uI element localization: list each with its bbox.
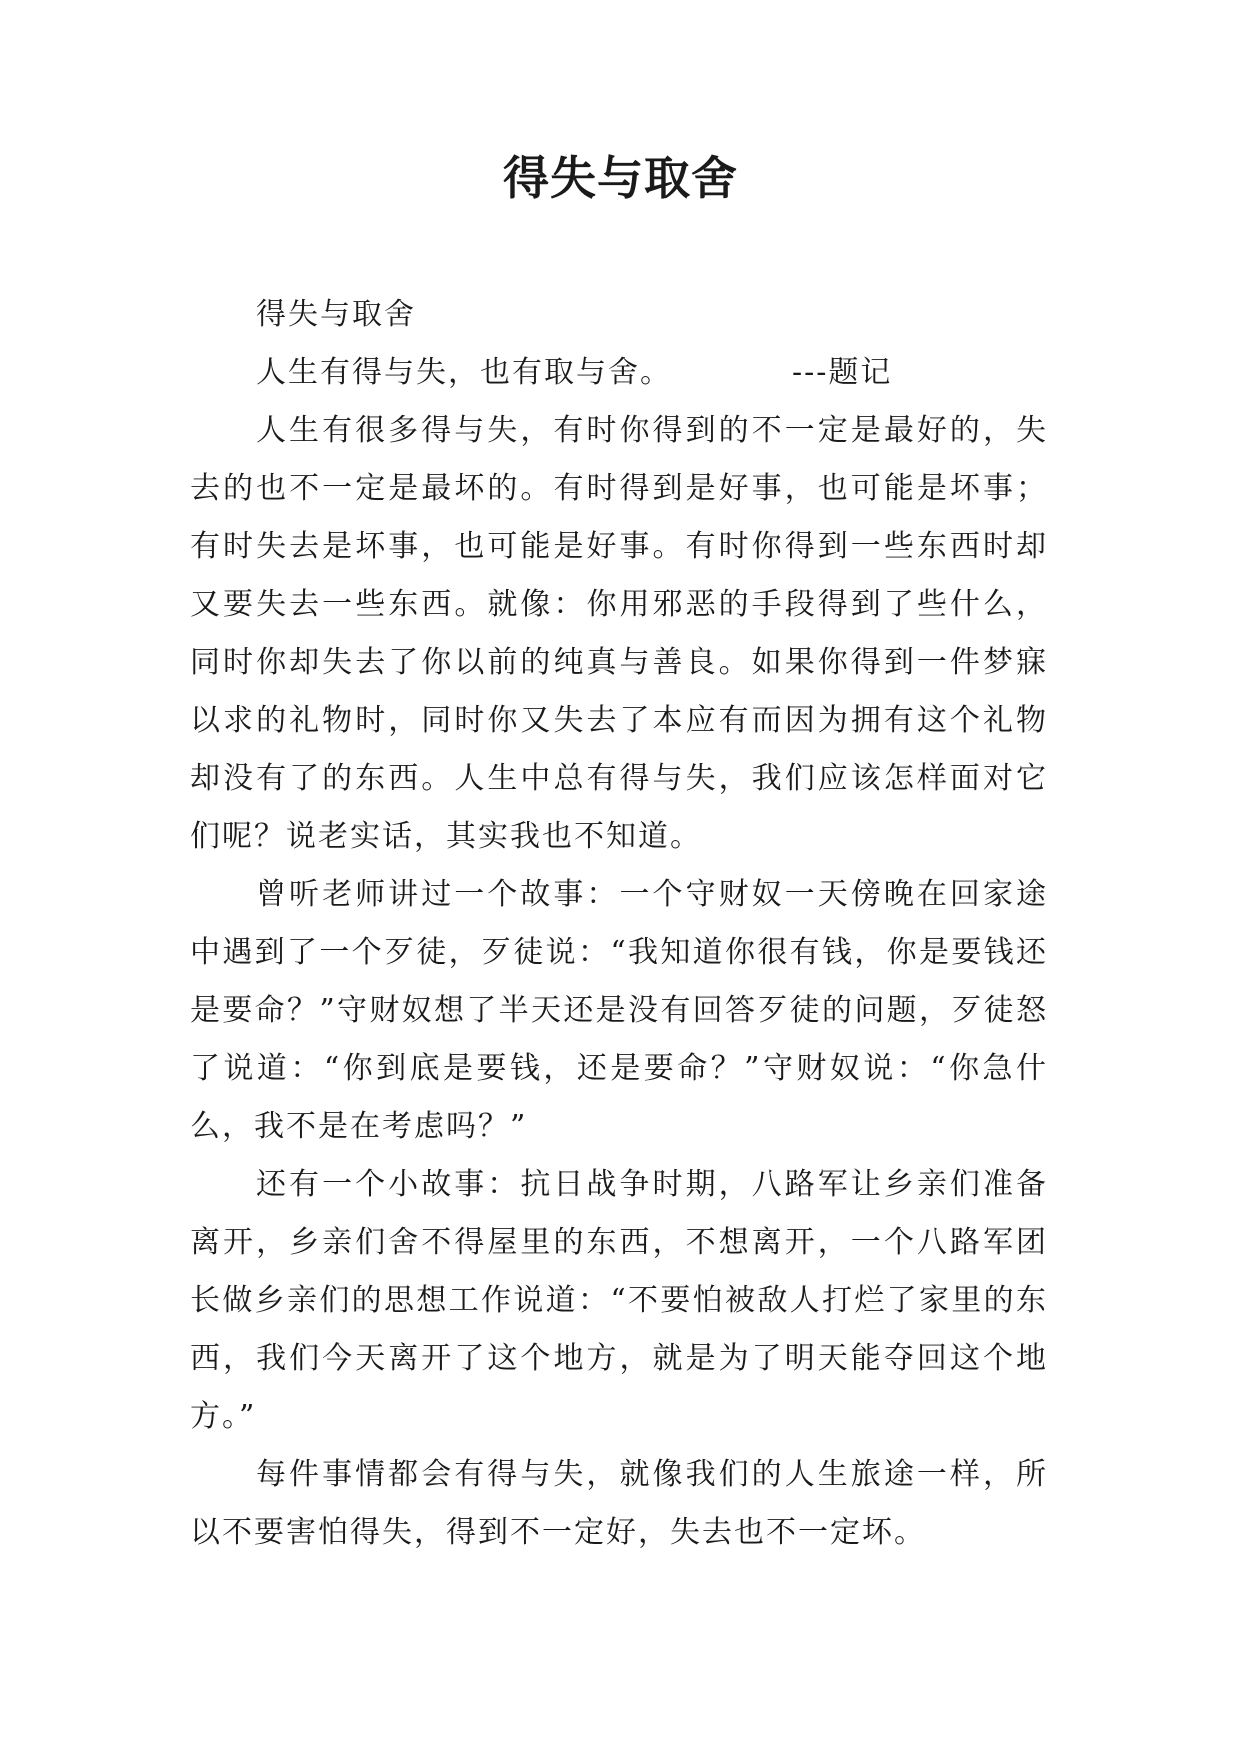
paragraph-2: 曾听老师讲过一个故事：一个守财奴一天傍晚在回家途中遇到了一个歹徒，歹徒说：“我知道你很有钱，你是要钱还是要命？”守财奴想了半天还是没有回答歹徒的问题，歹徒怒了说道：“你到底是要钱，还是要命？”守财奴说：“你急什么，我不是在考虑吗？” [190, 877, 1048, 1144]
subtitle-line: 得失与取舍 [256, 297, 416, 332]
paragraph-4: 每件事情都会有得与失，就像我们的人生旅途一样，所以不要害怕得失，得到不一定好，失去也不一定坏。 [190, 1457, 1048, 1550]
document-body [190, 286, 1048, 1562]
paragraph-1: 人生有很多得与失，有时你得到的不一定是最好的，失去的也不一定是最坏的。有时得到是好事，也可能是坏事；有时失去是坏事，也可能是好事。有时你得到一些东西时却又要失去一些东西。就像：你用邪恶的手段得到了些什么，同时你却失去了你以前的纯真与善良。如果你得到一件梦寐以求的礼物时，同时你又失去了本应有而因为拥有这个礼物却没有了的东西。人生中总有得与失，我们应该怎样面对它们呢？说老实话，其实我也不知道。 [190, 413, 1048, 854]
paragraph-3: 还有一个小故事：抗日战争时期，八路军让乡亲们准备离开，乡亲们舍不得屋里的东西，不想离开，一个八路军团长做乡亲们的思想工作说道：“不要怕被敌人打烂了家里的东西，我们今天离开了这个地方，就是为了明天能夺回这个地方。” [190, 1167, 1048, 1434]
epigraph-attribution: ---题记 [792, 355, 893, 390]
epigraph-text: 人生有得与失，也有取与舍。 [256, 355, 672, 390]
epigraph-line [190, 344, 1048, 402]
document-title: 得失与取舍 [503, 151, 738, 205]
